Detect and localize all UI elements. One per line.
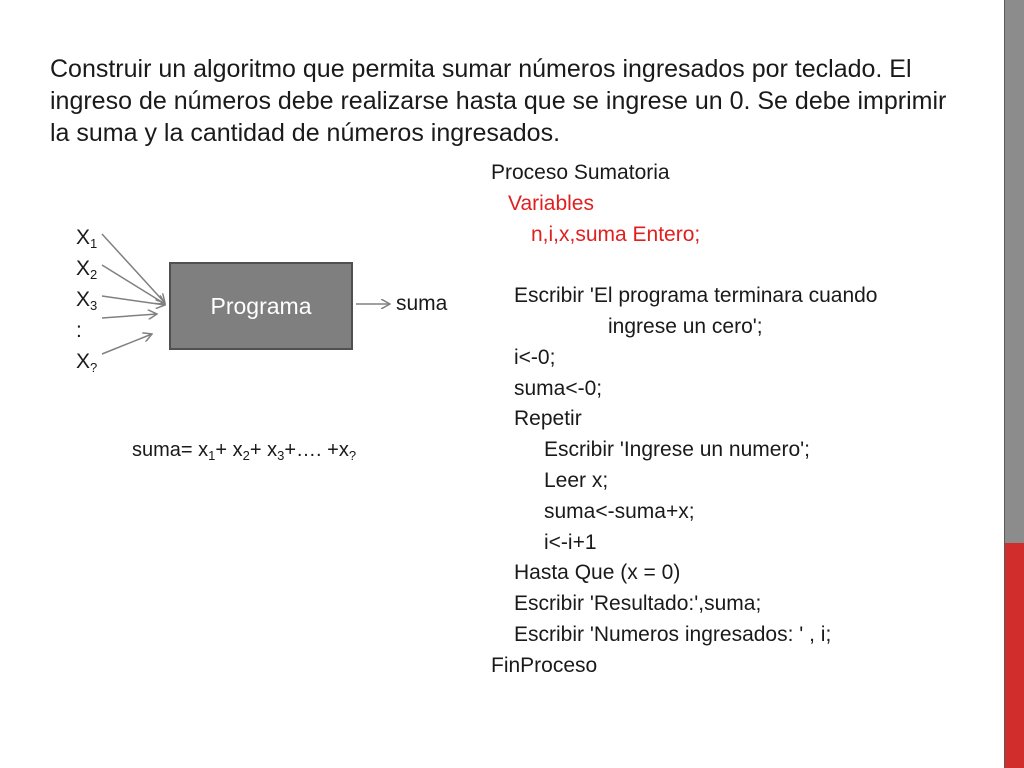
pseudocode-block bbox=[491, 158, 878, 682]
code-line: Repetir bbox=[514, 407, 582, 431]
input-var: $X_2$ bbox=[76, 257, 98, 282]
input-var: $X_3$ bbox=[76, 288, 98, 313]
code-line: Escribir 'Ingrese un numero'; bbox=[544, 438, 810, 462]
input-arrow bbox=[102, 234, 165, 303]
output-label: suma bbox=[396, 292, 448, 315]
code-line: Escribir 'Numeros ingresados: ' , i; bbox=[514, 622, 832, 646]
code-line: n,i,x,suma Entero; bbox=[531, 222, 701, 246]
code-line: suma<-0; bbox=[514, 376, 603, 400]
title-line: ingreso de números debe realizarse hasta que se ingrese un 0. Se debe imprimir bbox=[50, 87, 947, 115]
input-var: $X_?$ bbox=[76, 350, 98, 375]
code-line: Variables bbox=[508, 191, 594, 215]
input-arrow bbox=[102, 314, 157, 318]
code-line: Hasta Que (x = 0) bbox=[514, 561, 681, 585]
input-var: $X_1$ bbox=[76, 226, 98, 251]
code-line: i<-0; bbox=[514, 345, 556, 369]
sum-formula: suma= $x_1+ x_2+$ $x_3+\dots$. $+x_?$ bbox=[132, 439, 357, 463]
title-line: la suma y la cantidad de números ingresados. bbox=[50, 119, 561, 147]
program-box bbox=[169, 262, 353, 350]
code-line: Leer x; bbox=[544, 468, 609, 492]
title-line: Construir un algoritmo que permita sumar números ingresados por teclado. El bbox=[50, 55, 912, 83]
code-line: ingrese un cero'; bbox=[608, 314, 763, 338]
program-label: Programa bbox=[210, 292, 312, 319]
code-line: Proceso Sumatoria bbox=[491, 161, 670, 184]
code-line: Escribir 'El programa terminara cuando bbox=[514, 284, 878, 308]
input-arrow bbox=[102, 265, 165, 304]
code-line: Escribir 'Resultado:',suma; bbox=[514, 592, 762, 616]
code-line bbox=[491, 250, 878, 281]
code-line: i<-i+1 bbox=[544, 530, 597, 554]
code-line: suma<-suma+x; bbox=[544, 499, 695, 523]
input-arrow bbox=[102, 334, 152, 354]
input-var: : bbox=[76, 319, 82, 342]
code-line: FinProceso bbox=[491, 653, 598, 677]
